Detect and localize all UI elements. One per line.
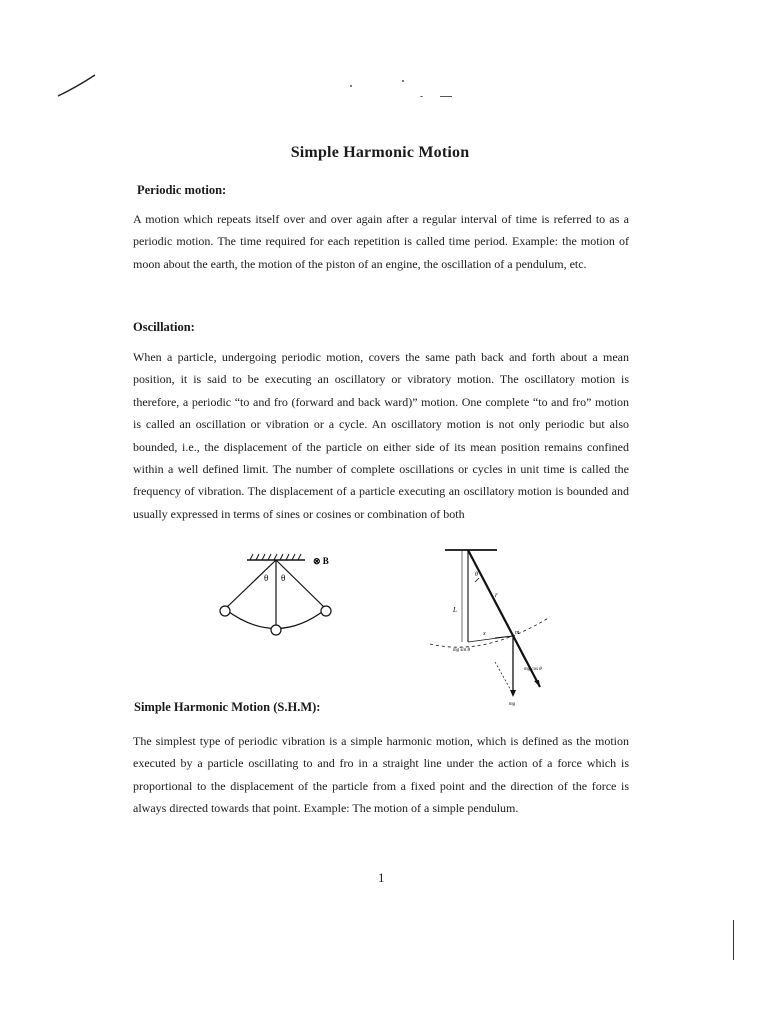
paragraph-text: The simplest type of periodic vibration is a simple harmonic motion, which is defined as the motion executed by a particle oscillating to and fro in a straight line under the action of a force which is proportional to the displacement of the particle from a fixed point and the direction of the force is always directed towards that point. Example: The motion of a simple pendulum. xyxy=(133,734,629,816)
bob-center xyxy=(271,625,281,635)
scan-speck xyxy=(402,80,404,82)
paragraph-shm xyxy=(133,730,629,820)
r-label: r xyxy=(495,591,498,599)
theta-arc xyxy=(475,578,479,582)
scan-speck xyxy=(440,96,452,97)
mg-sin-label: mg sin θ xyxy=(453,648,470,653)
figure-pendulum-swing xyxy=(205,548,355,648)
pendulum-string-right xyxy=(276,560,326,609)
theta-label: θ xyxy=(475,572,478,578)
swing-path-dashed xyxy=(430,617,550,647)
mg-cos-vector xyxy=(513,636,525,660)
rod-arrowhead xyxy=(534,680,540,687)
heading-periodic-motion: Periodic motion: xyxy=(137,183,227,197)
theta-right-label: θ xyxy=(281,573,286,583)
paragraph-text: When a particle, undergoing periodic motion, covers the same path back and forth about a mean position, it is said to be executing an oscillatory or vibratory motion. The oscillatory motion is therefore, a periodic “to and fro (forward and back ward)” motion. One complete “to and fro” motion is called an oscillation or vibration or a cycle. An oscillatory motion is not only periodic but also bounded, i.e., the displacement of the particle on either side of its mean position remains confined within a well defined limit. The number of complete oscillations or cycles in unit time is called the frequency of vibration. The displacement of a particle executing an oscillatory motion is bounded and usually expressed in terms of sines or cosines or combination of both xyxy=(133,350,629,521)
component-dashed xyxy=(495,662,513,694)
heading-oscillation: Oscillation: xyxy=(133,320,195,334)
scan-speck xyxy=(350,85,352,87)
bob-right xyxy=(321,606,331,616)
mg-sin-vector xyxy=(495,636,513,638)
theta-left-label: θ xyxy=(264,573,269,583)
scan-edge-line xyxy=(733,920,734,960)
pen-stroke-mark xyxy=(55,70,105,100)
x-label: x xyxy=(483,631,486,637)
magnetic-field-label: ⊗ B xyxy=(313,556,329,566)
paragraph-text: A motion which repeats itself over and over again after a regular interval of time is referred to as a periodic motion. The time required for each repetition is called time period. Example: the motion of moon about the earth, the motion of the piston of an engine, the oscillation of a pendulum, etc. xyxy=(133,212,629,271)
mg-cos-label: mg cos θ xyxy=(524,667,542,672)
heading-shm: Simple Harmonic Motion (S.H.M): xyxy=(134,700,321,714)
page-number: 1 xyxy=(378,870,385,885)
mg-label: mg xyxy=(509,702,516,707)
scan-speck xyxy=(420,96,423,97)
l-label: L xyxy=(453,606,457,614)
page-title: Simple Harmonic Motion xyxy=(290,144,470,161)
bob-left xyxy=(220,606,230,616)
paragraph-oscillation xyxy=(133,346,629,525)
pendulum-string-left xyxy=(225,560,276,609)
m-label: m xyxy=(515,630,520,636)
paragraph-periodic-motion xyxy=(133,208,629,275)
figure-pendulum-forces xyxy=(425,542,560,712)
ceiling-hatch xyxy=(247,554,305,560)
